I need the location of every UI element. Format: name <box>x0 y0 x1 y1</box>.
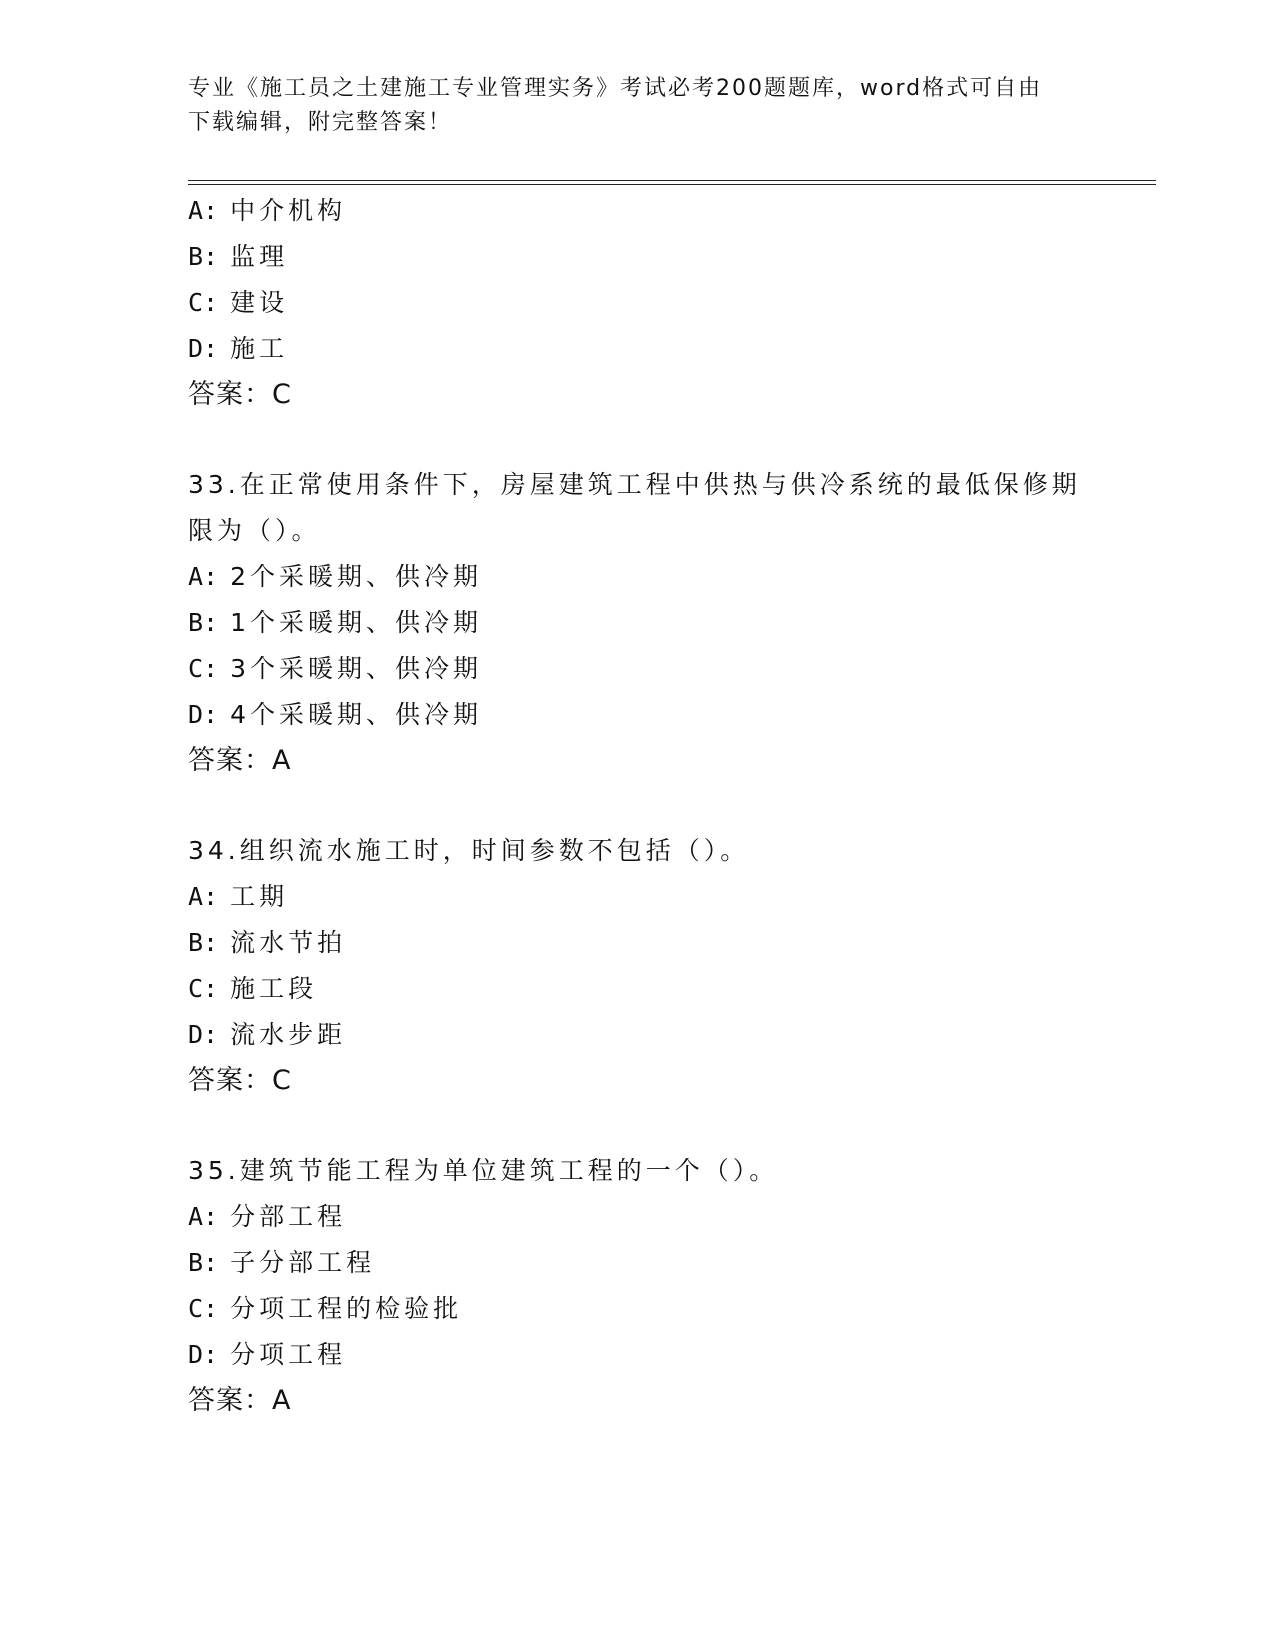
answer-line: 答案：A <box>188 1385 292 1416</box>
option-b: B: 监理 <box>188 242 289 271</box>
document-header <box>188 72 1068 140</box>
option-d: D: 分项工程 <box>188 1340 347 1369</box>
header-divider-top <box>188 180 1156 181</box>
option-d: D: 施工 <box>188 334 289 363</box>
answer-line: 答案：C <box>188 1065 292 1096</box>
question-block-continued <box>188 188 1148 418</box>
question-block-33 <box>188 462 1148 784</box>
option-a: A: 2个采暖期、供冷期 <box>188 562 482 591</box>
header-divider-bottom <box>188 184 1156 185</box>
question-block-34 <box>188 828 1148 1104</box>
option-b: B: 子分部工程 <box>188 1248 376 1277</box>
option-d: D: 流水步距 <box>188 1020 347 1049</box>
option-a: A: 分部工程 <box>188 1202 347 1231</box>
option-b: B: 1个采暖期、供冷期 <box>188 608 482 637</box>
option-a: A: 工期 <box>188 882 289 911</box>
option-c: C: 施工段 <box>188 974 318 1003</box>
answer-line: 答案：A <box>188 745 292 776</box>
header-line-2: 下载编辑，附完整答案！ <box>188 110 453 135</box>
question-block-35 <box>188 1148 1148 1424</box>
question-text: 35.建筑节能工程为单位建筑工程的一个（）。 <box>188 1156 779 1185</box>
option-d: D: 4个采暖期、供冷期 <box>188 700 482 729</box>
option-a: A: 中介机构 <box>188 196 347 225</box>
option-c: C: 3个采暖期、供冷期 <box>188 654 482 683</box>
question-list <box>188 188 1148 1424</box>
answer-line: 答案：C <box>188 379 292 410</box>
option-b: B: 流水节拍 <box>188 928 347 957</box>
option-c: C: 分项工程的检验批 <box>188 1294 463 1323</box>
question-text-cont: 限为（）。 <box>188 516 321 545</box>
question-text: 33.在正常使用条件下，房屋建筑工程中供热与供冷系统的最低保修期 <box>188 470 1081 499</box>
header-line-1: 专业《施工员之土建施工专业管理实务》考试必考200题题库，word格式可自由 <box>188 76 1043 101</box>
option-c: C: 建设 <box>188 288 289 317</box>
question-text: 34.组织流水施工时，时间参数不包括（）。 <box>188 836 750 865</box>
